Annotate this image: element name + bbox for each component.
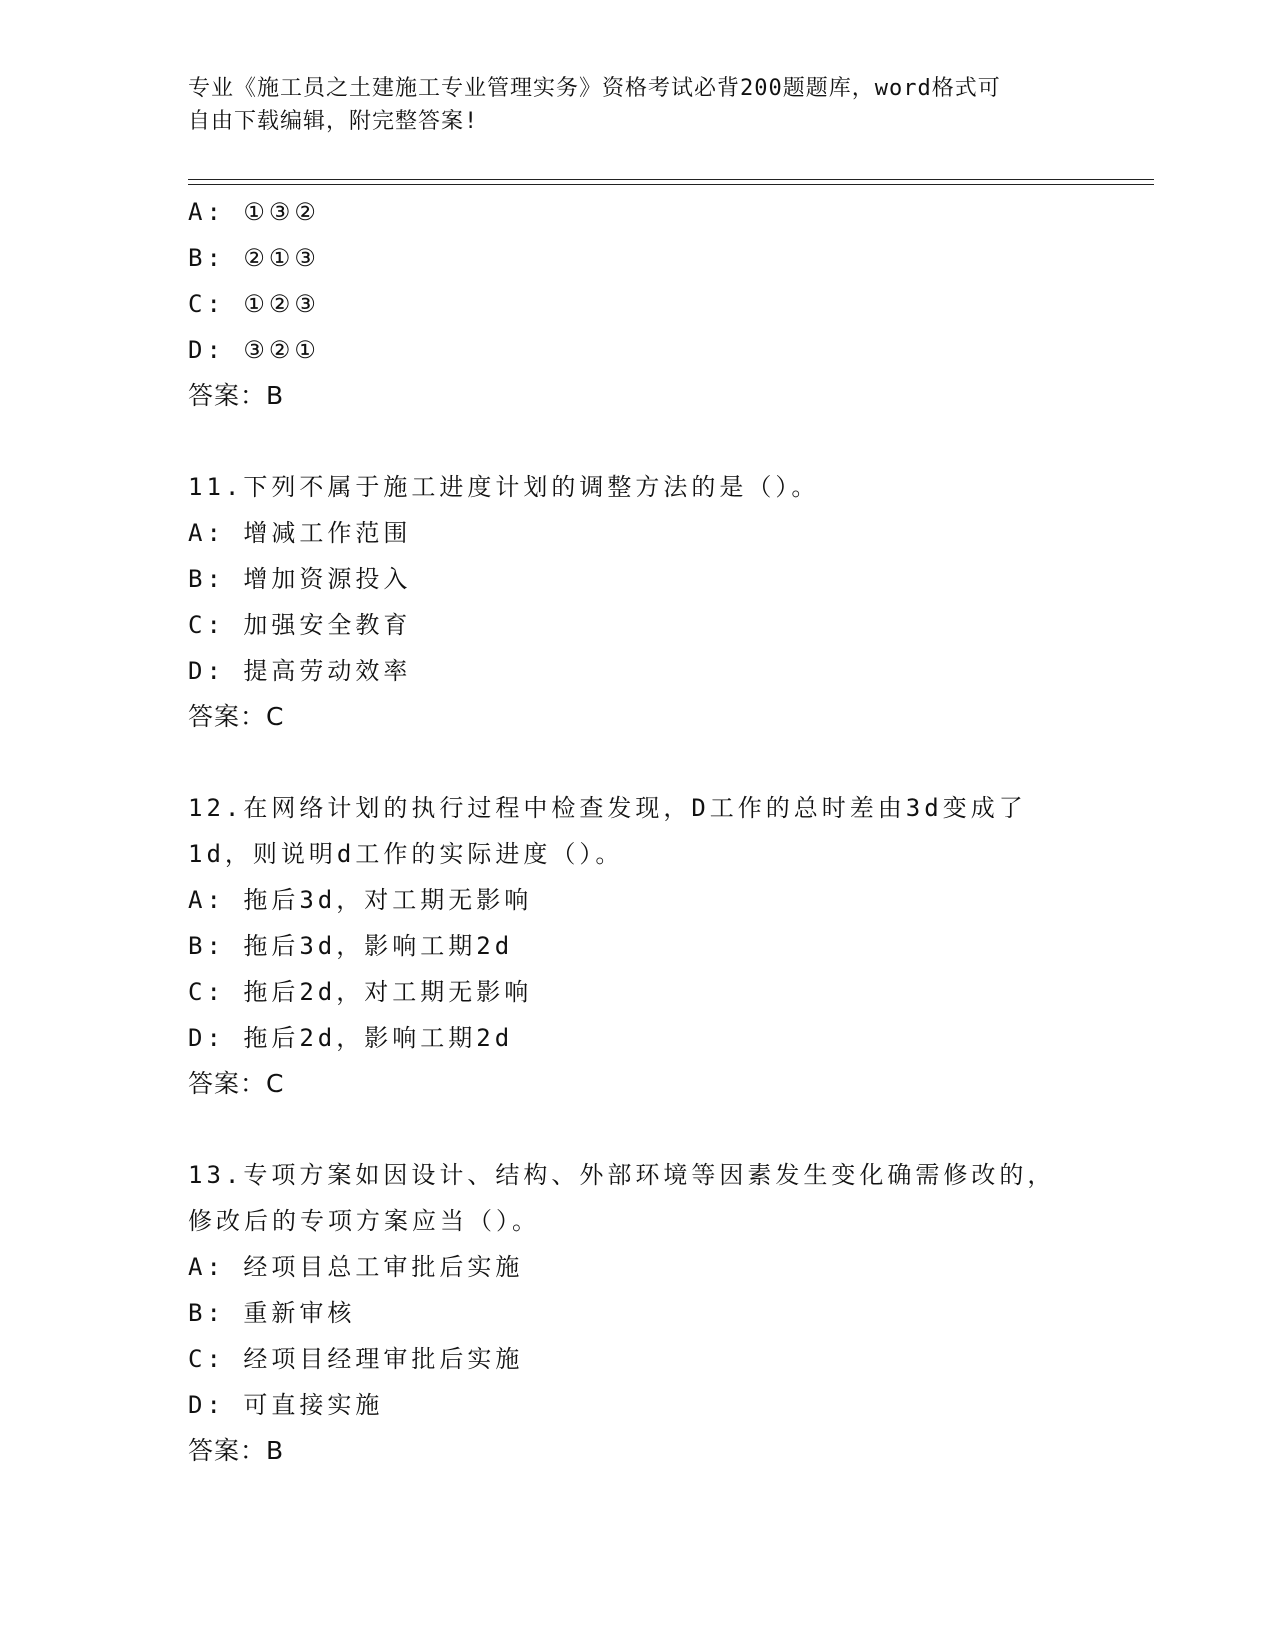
option-a: A: 拖后3d，对工期无影响: [188, 886, 533, 914]
option-a: A: 经项目总工审批后实施: [188, 1253, 524, 1281]
option-d: D: 可直接实施: [188, 1391, 384, 1419]
question-text-line-1: 12.在网络计划的执行过程中检查发现，D工作的总时差由3d变成了: [188, 794, 1027, 822]
question-12: [188, 785, 1088, 1107]
header-divider-top: [188, 179, 1154, 180]
question-text: 11.下列不属于施工进度计划的调整方法的是（）。: [188, 473, 820, 501]
option-d: D: 拖后2d，影响工期2d: [188, 1024, 514, 1052]
answer: 答案：B: [188, 1436, 285, 1465]
spacer: [188, 740, 1088, 785]
page-header: [188, 72, 1088, 138]
option-b: B: 拖后3d，影响工期2d: [188, 932, 514, 960]
option-b: B: ②①③: [188, 244, 320, 272]
spacer: [188, 1107, 1088, 1152]
answer: 答案：C: [188, 1069, 285, 1098]
option-c: C: 拖后2d，对工期无影响: [188, 978, 533, 1006]
question-text-line-1: 13.专项方案如因设计、结构、外部环境等因素发生变化确需修改的，: [188, 1161, 1056, 1189]
header-line-1: 专业《施工员之土建施工专业管理实务》资格考试必背200题题库，word格式可: [188, 76, 1001, 101]
header-line-2: 自由下载编辑，附完整答案!: [188, 109, 479, 134]
header-divider-bottom: [188, 184, 1154, 185]
option-d: D: 提高劳动效率: [188, 657, 412, 685]
question-list: [188, 189, 1088, 1474]
option-c: C: ①②③: [188, 290, 320, 318]
spacer: [188, 419, 1088, 464]
answer: 答案：B: [188, 381, 285, 410]
option-b: B: 增加资源投入: [188, 565, 412, 593]
question-text-line-2: 修改后的专项方案应当（）。: [188, 1207, 540, 1235]
option-c: C: 加强安全教育: [188, 611, 412, 639]
question-11: [188, 464, 1088, 740]
option-a: A: ①③②: [188, 198, 320, 226]
question-10: [188, 189, 1088, 419]
option-a: A: 增减工作范围: [188, 519, 412, 547]
question-13: [188, 1152, 1088, 1474]
answer: 答案：C: [188, 702, 285, 731]
option-c: C: 经项目经理审批后实施: [188, 1345, 524, 1373]
question-text-line-2: 1d，则说明d工作的实际进度（）。: [188, 840, 624, 868]
option-b: B: 重新审核: [188, 1299, 356, 1327]
option-d: D: ③②①: [188, 336, 320, 364]
